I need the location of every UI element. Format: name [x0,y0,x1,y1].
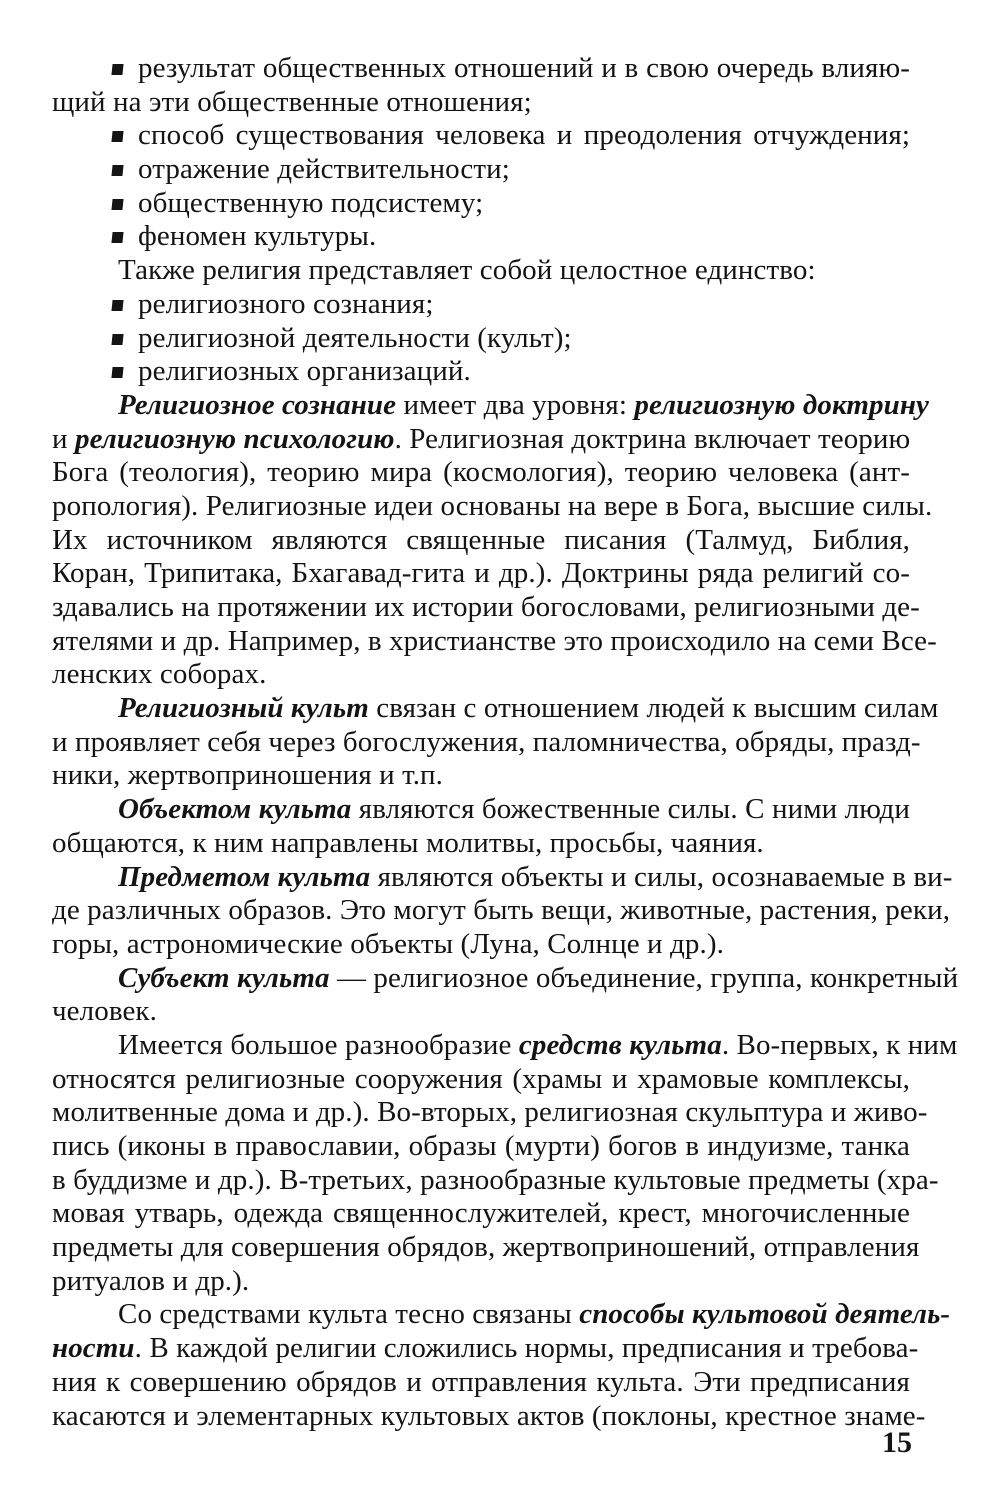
bullet-item-line [52,322,910,356]
text-line [52,489,933,524]
text-line [52,928,910,962]
text-line [52,456,910,490]
text-run: горы, астрономические объекты (Луна, Солнце и др.). [52,927,724,960]
bullet-item-line [52,187,910,221]
text-run: — религиозное объединение, группа, конкретный [329,961,959,994]
text-line [52,725,921,760]
text-run: Также религия представляет собой целостное единство: [118,254,816,287]
bullet-item-line [52,220,910,254]
text-line [52,1130,910,1164]
text-line [52,1096,928,1130]
italic-term: Объектом культа [118,793,352,826]
text-line [52,254,910,288]
text-run: Бога (теология), теорию мира (космология), теорию человека (ант- [52,456,910,489]
text-run: . Во-первых, к ним [721,1028,958,1061]
text-run: касаются и элементарных культовых актов (поклоны, крестное знаме- [52,1399,926,1432]
text-line [52,1163,939,1198]
text-run: в буддизме и др.). В-третьих, разнообразные культовые предметы (хра- [52,1163,939,1196]
text-line [52,1399,926,1434]
text-body [52,52,959,1433]
text-line [52,557,910,591]
text-run: относятся религиозные сооружения (храмы и храмовые комплексы, [52,1062,910,1095]
italic-term: Религиозное сознание [118,388,397,421]
text-run: религиозного сознания; [138,287,434,320]
text-run: здавались на протяжении их истории богословами, религиозными де- [52,591,920,623]
text-line [52,1197,910,1231]
italic-term: ности [52,1332,135,1365]
bullet-item-line [52,52,910,86]
bullet-item-line [52,119,910,153]
text-run: мовая утварь, одежда священнослужителей, крест, многочисленные [52,1197,910,1230]
italic-term: Религиозный культ [118,692,369,725]
text-run: Коран, Трипитака, Бхагавад-гита и др.). Доктрины ряда религий со- [52,557,910,590]
text-run: ния к совершению обрядов и отправления культа. Эти предписания [52,1365,910,1398]
text-run: имеет два уровня: [396,388,635,421]
text-line [52,591,920,625]
text-line [52,423,910,457]
text-line [52,388,930,423]
italic-term: Субъект культа [118,961,330,994]
text-line [52,759,910,793]
text-line [52,894,951,928]
text-line [52,961,959,996]
text-run: феномен культуры. [138,220,377,253]
text-run: и проявляет себя через богослужения, паломничества, обряды, празд- [52,725,921,758]
text-run: отражение действительности; [138,153,510,186]
text-run: ятелями и др. Например, в христианстве это происходило на семи Все- [52,624,937,657]
text-run: . Религиозная доктрина включает теорию [394,422,911,455]
text-line [52,86,910,120]
text-run: общаются, к ним направлены молитвы, просьбы, чаяния. [52,826,764,859]
text-run: общественную подсистему; [138,186,484,219]
text-run: являются объекты и силы, осознаваемые в ви- [370,860,953,893]
italic-term: способы культовой деятель- [579,1298,951,1331]
text-line [52,524,910,558]
italic-term: средств культа [518,1028,722,1061]
bullet-item-line [52,355,910,389]
text-line [52,995,910,1029]
bullet-item-line [52,288,910,322]
text-run: связан с отношением людей к высшим силам [368,692,939,725]
text-run: являются божественные силы. С ними люди [351,793,910,826]
text-run: . В каждой религии сложились нормы, предписания и требова- [134,1332,919,1365]
text-run: щий на эти общественные отношения; [52,85,532,118]
text-run: и [52,422,75,455]
text-line [52,1028,958,1063]
text-line [52,658,910,692]
text-line [52,827,910,861]
text-run: способ существования человека и преодоления отчуждения; [138,119,910,152]
italic-term: религиозную доктрину [634,388,930,421]
text-run: результат общественных отношений и в свою очередь влияю- [138,52,910,84]
text-run: Со средствами культа тесно связаны [118,1298,580,1331]
text-line [52,1366,910,1400]
text-line [52,1231,920,1265]
text-line [52,860,953,895]
text-line [52,1063,910,1097]
text-run: предметы для совершения обрядов, жертвоприношений, отправления [52,1231,920,1264]
italic-term: Предметом культа [118,860,371,893]
text-run: человек. [52,995,157,1028]
text-line [52,624,937,659]
text-line [52,1332,919,1366]
text-line [52,793,910,827]
text-line [52,1265,910,1299]
text-run: ропология). Религиозные идеи основаны на вере в Бога, высшие силы. [52,489,933,522]
text-run: ники, жертвоприношения и т.п. [52,759,444,792]
page-number: 15 [882,1426,912,1459]
italic-term: религиозную психологию [74,422,395,455]
text-run: религиозной деятельности (культ); [138,321,572,354]
text-run: ленских соборах. [52,658,267,691]
text-run: пись (иконы в православии, образы (мурти) богов в индуизме, танка [52,1130,910,1162]
text-run: Имеется большое разнообразие [118,1028,519,1061]
text-run: молитвенные дома и др.). Во-вторых, религиозная скульптура и живо- [52,1096,928,1129]
text-run: де различных образов. Это могут быть вещи, животные, растения, реки, [52,894,951,927]
bullet-item-line [52,153,910,187]
text-run: Их источником являются священные писания (Талмуд, Библия, [52,523,910,556]
text-run: религиозных организаций. [138,355,471,388]
text-run: ритуалов и др.). [52,1264,250,1297]
text-line [52,692,939,726]
text-line [52,1298,951,1332]
